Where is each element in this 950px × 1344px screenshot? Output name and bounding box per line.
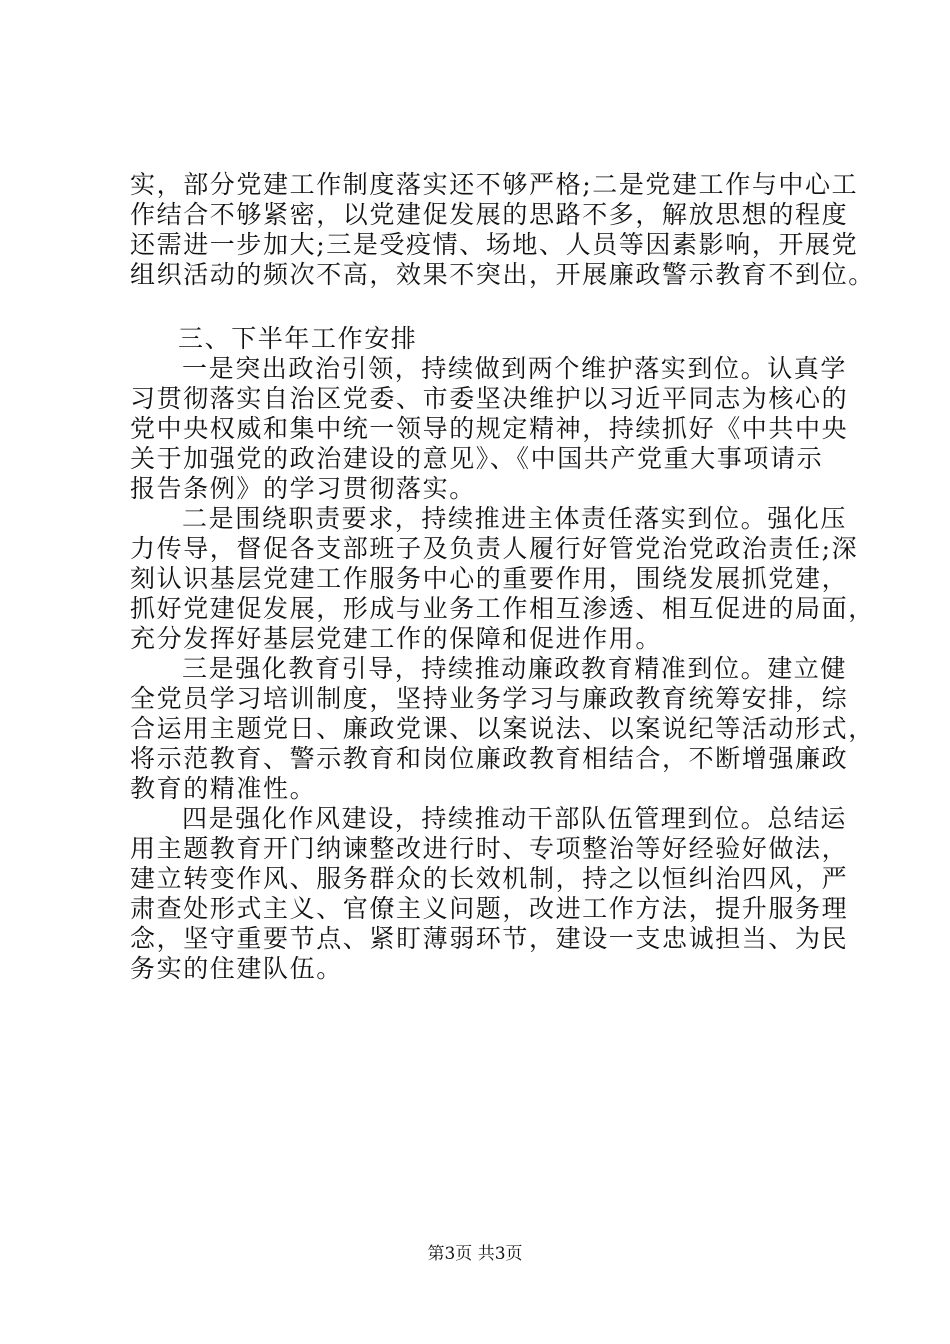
page-number-footer: 第3页 共3页 xyxy=(427,1244,523,1264)
text-line: 建立转变作风、服务群众的长效机制，持之以恒纠治四风，严 xyxy=(130,864,849,893)
section-heading: 三、下半年工作安排 xyxy=(178,324,418,353)
text-line: 刻认识基层党建工作服务中心的重要作用，围绕发展抓党建， xyxy=(130,564,849,593)
text-line: 合运用主题党日、廉政党课、以案说法、以案说纪等活动形式， xyxy=(130,714,875,743)
paragraph-work-style xyxy=(130,804,849,984)
text-line: 抓好党建促发展，形成与业务工作相互渗透、相互促进的局面， xyxy=(130,594,875,623)
text-line: 一是突出政治引领，持续做到两个维护落实到位。认真学 xyxy=(182,354,848,383)
intro-paragraph xyxy=(130,170,875,290)
text-line: 还需进一步加大;三是受疫情、场地、人员等因素影响，开展党 xyxy=(130,230,859,259)
text-line: 实，部分党建工作制度落实还不够严格;二是党建工作与中心工 xyxy=(130,170,859,199)
text-line: 报告条例》的学习贯彻落实。 xyxy=(130,474,476,503)
text-line: 党中央权威和集中统一领导的规定精神，持续抓好《中共中央 xyxy=(130,414,849,443)
text-line: 教育的精准性。 xyxy=(130,774,317,803)
text-line: 念，坚守重要节点、紧盯薄弱环节，建设一支忠诚担当、为民 xyxy=(130,924,849,953)
paragraph-gap xyxy=(130,290,830,324)
text-line: 用主题教育开门纳谏整改进行时、专项整治等好经验好做法， xyxy=(130,834,849,863)
text-line: 四是强化作风建设，持续推动干部队伍管理到位。总结运 xyxy=(182,804,848,833)
text-line: 充分发挥好基层党建工作的保障和促进作用。 xyxy=(130,624,663,653)
text-line: 关于加强党的政治建设的意见》、《中国共产党重大事项请示 xyxy=(130,444,824,473)
text-line: 全党员学习培训制度，坚持业务学习与廉政教育统筹安排，综 xyxy=(130,684,849,713)
paragraph-responsibility xyxy=(130,504,875,654)
paragraph-political-leadership xyxy=(130,354,849,504)
text-line: 务实的住建队伍。 xyxy=(130,954,343,983)
document-body xyxy=(130,170,875,984)
text-line: 肃查处形式主义、官僚主义问题，改进工作方法，提升服务理 xyxy=(130,894,849,923)
text-line: 力传导，督促各支部班子及负责人履行好管党治党政治责任;深 xyxy=(130,534,859,563)
paragraph-integrity-education xyxy=(130,654,875,804)
text-line: 作结合不够紧密，以党建促发展的思路不多，解放思想的程度 xyxy=(130,200,849,229)
text-line: 三是强化教育引导，持续推动廉政教育精准到位。建立健 xyxy=(182,654,848,683)
text-line: 二是围绕职责要求，持续推进主体责任落实到位。强化压 xyxy=(182,504,848,533)
text-line: 习贯彻落实自治区党委、市委坚决维护以习近平同志为核心的 xyxy=(130,384,849,413)
text-line: 组织活动的频次不高，效果不突出，开展廉政警示教育不到位。 xyxy=(130,260,875,289)
text-line: 将示范教育、警示教育和岗位廉政教育相结合，不断增强廉政 xyxy=(130,744,849,773)
